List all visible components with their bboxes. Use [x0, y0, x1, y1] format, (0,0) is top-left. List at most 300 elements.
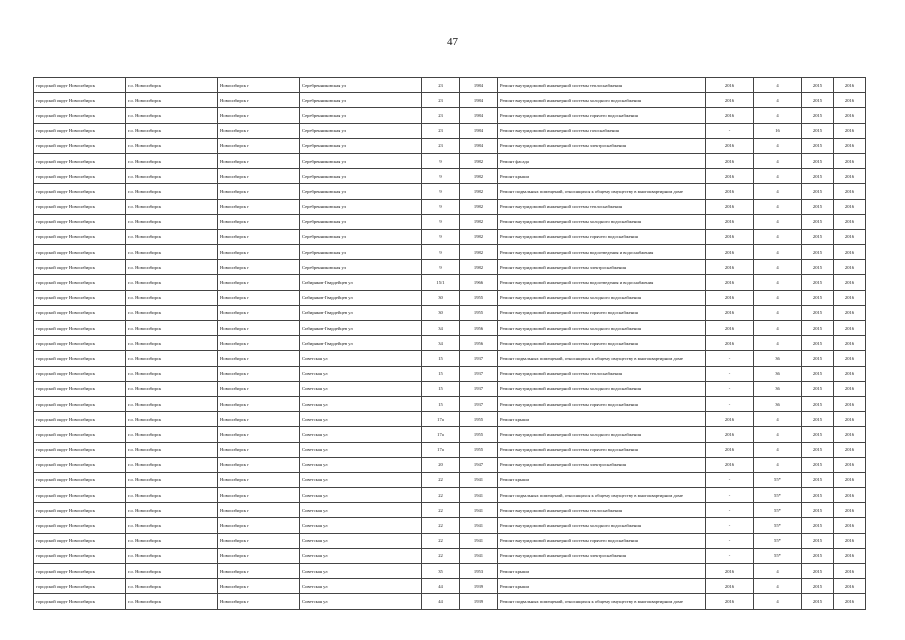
district-cell: г.о. Новосибирск: [126, 336, 218, 351]
planned-year-cell: 2016: [706, 93, 754, 108]
house-number-cell: 9: [422, 229, 460, 244]
work-type-cell: Ремонт внутридомовой инженерной системы теплоснабжения: [498, 503, 706, 518]
table-row: [34, 351, 866, 366]
street-cell: Серебренниковская ул: [300, 138, 422, 153]
city-cell: Новосибирск г: [218, 229, 300, 244]
build-year-cell: 1982: [460, 184, 498, 199]
district-cell: г.о. Новосибирск: [126, 488, 218, 503]
municipality-cell: городской округ Новосибирск: [34, 123, 126, 138]
city-cell: Новосибирск г: [218, 548, 300, 563]
table-row: [34, 381, 866, 396]
planned-year-cell: -: [706, 533, 754, 548]
city-cell: Новосибирск г: [218, 275, 300, 290]
street-cell: Советская ул: [300, 503, 422, 518]
period-end-cell: 2016: [834, 290, 866, 305]
table-row: [34, 78, 866, 93]
build-year-cell: 1953: [460, 564, 498, 579]
wear-cell: 4: [754, 275, 802, 290]
build-year-cell: 1982: [460, 153, 498, 168]
house-number-cell: 22: [422, 488, 460, 503]
build-year-cell: 1984: [460, 138, 498, 153]
work-type-cell: Ремонт внутридомовой инженерной системы водоотведения и водоснабжения: [498, 275, 706, 290]
street-cell: Советская ул: [300, 412, 422, 427]
wear-cell: 4: [754, 199, 802, 214]
build-year-cell: 1955: [460, 442, 498, 457]
house-number-cell: 22: [422, 518, 460, 533]
district-cell: г.о. Новосибирск: [126, 290, 218, 305]
period-end-cell: 2016: [834, 594, 866, 609]
wear-cell: 4: [754, 457, 802, 472]
period-start-cell: 2015: [802, 275, 834, 290]
street-cell: Серебренниковская ул: [300, 229, 422, 244]
street-cell: Советская ул: [300, 472, 422, 487]
period-start-cell: 2015: [802, 366, 834, 381]
planned-year-cell: 2016: [706, 245, 754, 260]
municipality-cell: городской округ Новосибирск: [34, 184, 126, 199]
table-row: [34, 488, 866, 503]
planned-year-cell: 2016: [706, 275, 754, 290]
work-type-cell: Ремонт подвальных помещений, относящихся к общему имуществу в многоквартирном доме: [498, 184, 706, 199]
house-number-cell: 15: [422, 351, 460, 366]
street-cell: Серебренниковская ул: [300, 214, 422, 229]
wear-cell: 55*: [754, 503, 802, 518]
table-row: [34, 321, 866, 336]
table-row: [34, 564, 866, 579]
planned-year-cell: 2016: [706, 169, 754, 184]
period-start-cell: 2015: [802, 108, 834, 123]
street-cell: Серебренниковская ул: [300, 123, 422, 138]
wear-cell: 4: [754, 108, 802, 123]
period-end-cell: 2016: [834, 472, 866, 487]
work-type-cell: Ремонт внутридомовой инженерной системы холодного водоснабжения: [498, 93, 706, 108]
street-cell: Советская ул: [300, 442, 422, 457]
build-year-cell: 1937: [460, 366, 498, 381]
district-cell: г.о. Новосибирск: [126, 533, 218, 548]
period-end-cell: 2016: [834, 488, 866, 503]
city-cell: Новосибирск г: [218, 321, 300, 336]
street-cell: Серебренниковская ул: [300, 153, 422, 168]
planned-year-cell: 2016: [706, 336, 754, 351]
municipality-cell: городской округ Новосибирск: [34, 381, 126, 396]
planned-year-cell: 2016: [706, 427, 754, 442]
wear-cell: 36: [754, 366, 802, 381]
district-cell: г.о. Новосибирск: [126, 564, 218, 579]
wear-cell: 4: [754, 594, 802, 609]
wear-cell: 4: [754, 245, 802, 260]
build-year-cell: 1955: [460, 412, 498, 427]
street-cell: Сибиряков-Гвардейцев ул: [300, 305, 422, 320]
wear-cell: 4: [754, 78, 802, 93]
period-start-cell: 2015: [802, 336, 834, 351]
house-number-cell: 17а: [422, 427, 460, 442]
house-number-cell: 23: [422, 138, 460, 153]
period-end-cell: 2016: [834, 564, 866, 579]
period-start-cell: 2015: [802, 579, 834, 594]
house-number-cell: 23: [422, 123, 460, 138]
house-number-cell: 44: [422, 594, 460, 609]
wear-cell: 4: [754, 153, 802, 168]
build-year-cell: 1937: [460, 351, 498, 366]
wear-cell: 4: [754, 184, 802, 199]
district-cell: г.о. Новосибирск: [126, 366, 218, 381]
planned-year-cell: 2016: [706, 153, 754, 168]
district-cell: г.о. Новосибирск: [126, 396, 218, 411]
build-year-cell: 1982: [460, 229, 498, 244]
municipality-cell: городской округ Новосибирск: [34, 108, 126, 123]
build-year-cell: 1984: [460, 93, 498, 108]
build-year-cell: 1982: [460, 245, 498, 260]
period-end-cell: 2016: [834, 396, 866, 411]
work-type-cell: Ремонт подвальных помещений, относящихся к общему имуществу в многоквартирном доме: [498, 488, 706, 503]
build-year-cell: 1941: [460, 548, 498, 563]
district-cell: г.о. Новосибирск: [126, 518, 218, 533]
table-row: [34, 594, 866, 609]
table-row: [34, 245, 866, 260]
wear-cell: 55*: [754, 548, 802, 563]
house-number-cell: 30: [422, 290, 460, 305]
table-row: [34, 260, 866, 275]
build-year-cell: 1937: [460, 396, 498, 411]
house-number-cell: 22: [422, 533, 460, 548]
table-row: [34, 184, 866, 199]
house-number-cell: 9: [422, 245, 460, 260]
wear-cell: 4: [754, 138, 802, 153]
district-cell: г.о. Новосибирск: [126, 153, 218, 168]
period-start-cell: 2015: [802, 427, 834, 442]
wear-cell: 4: [754, 321, 802, 336]
city-cell: Новосибирск г: [218, 260, 300, 275]
period-end-cell: 2016: [834, 153, 866, 168]
build-year-cell: 1939: [460, 594, 498, 609]
work-type-cell: Ремонт крыши: [498, 169, 706, 184]
period-end-cell: 2016: [834, 366, 866, 381]
build-year-cell: 1955: [460, 305, 498, 320]
table-row: [34, 412, 866, 427]
period-start-cell: 2015: [802, 245, 834, 260]
period-end-cell: 2016: [834, 214, 866, 229]
municipality-cell: городской округ Новосибирск: [34, 275, 126, 290]
house-number-cell: 9: [422, 169, 460, 184]
work-type-cell: Ремонт крыши: [498, 472, 706, 487]
capital-repair-table: [33, 77, 866, 610]
municipality-cell: городской округ Новосибирск: [34, 78, 126, 93]
district-cell: г.о. Новосибирск: [126, 381, 218, 396]
house-number-cell: 17а: [422, 442, 460, 457]
planned-year-cell: 2016: [706, 199, 754, 214]
district-cell: г.о. Новосибирск: [126, 169, 218, 184]
period-start-cell: 2015: [802, 93, 834, 108]
municipality-cell: городской округ Новосибирск: [34, 472, 126, 487]
work-type-cell: Ремонт внутридомовой инженерной системы холодного водоснабжения: [498, 427, 706, 442]
wear-cell: 16: [754, 123, 802, 138]
house-number-cell: 17а: [422, 412, 460, 427]
municipality-cell: городской округ Новосибирск: [34, 214, 126, 229]
period-start-cell: 2015: [802, 548, 834, 563]
period-end-cell: 2016: [834, 305, 866, 320]
city-cell: Новосибирск г: [218, 108, 300, 123]
wear-cell: 36: [754, 381, 802, 396]
planned-year-cell: -: [706, 123, 754, 138]
city-cell: Новосибирск г: [218, 442, 300, 457]
district-cell: г.о. Новосибирск: [126, 78, 218, 93]
house-number-cell: 15: [422, 396, 460, 411]
wear-cell: 4: [754, 229, 802, 244]
municipality-cell: городской округ Новосибирск: [34, 548, 126, 563]
city-cell: Новосибирск г: [218, 594, 300, 609]
table-row: [34, 336, 866, 351]
city-cell: Новосибирск г: [218, 169, 300, 184]
period-end-cell: 2016: [834, 108, 866, 123]
table-row: [34, 214, 866, 229]
municipality-cell: городской округ Новосибирск: [34, 396, 126, 411]
street-cell: Серебренниковская ул: [300, 260, 422, 275]
municipality-cell: городской округ Новосибирск: [34, 488, 126, 503]
period-end-cell: 2016: [834, 336, 866, 351]
street-cell: Советская ул: [300, 427, 422, 442]
municipality-cell: городской округ Новосибирск: [34, 229, 126, 244]
wear-cell: 4: [754, 564, 802, 579]
table-row: [34, 579, 866, 594]
period-start-cell: 2015: [802, 229, 834, 244]
district-cell: г.о. Новосибирск: [126, 214, 218, 229]
table-row: [34, 366, 866, 381]
planned-year-cell: -: [706, 518, 754, 533]
table-row: [34, 503, 866, 518]
work-type-cell: Ремонт внутридомовой инженерной системы горячего водоснабжения: [498, 396, 706, 411]
build-year-cell: 1984: [460, 78, 498, 93]
district-cell: г.о. Новосибирск: [126, 305, 218, 320]
planned-year-cell: 2016: [706, 564, 754, 579]
street-cell: Серебренниковская ул: [300, 169, 422, 184]
planned-year-cell: 2016: [706, 214, 754, 229]
planned-year-cell: -: [706, 381, 754, 396]
period-end-cell: 2016: [834, 245, 866, 260]
house-number-cell: 9: [422, 153, 460, 168]
municipality-cell: городской округ Новосибирск: [34, 305, 126, 320]
period-end-cell: 2016: [834, 503, 866, 518]
period-end-cell: 2016: [834, 321, 866, 336]
table-body: [34, 78, 866, 610]
district-cell: г.о. Новосибирск: [126, 275, 218, 290]
period-start-cell: 2015: [802, 184, 834, 199]
street-cell: Серебренниковская ул: [300, 199, 422, 214]
build-year-cell: 1955: [460, 427, 498, 442]
table-row: [34, 472, 866, 487]
wear-cell: 55*: [754, 533, 802, 548]
work-type-cell: Ремонт внутридомовой инженерной системы холодного водоснабжения: [498, 290, 706, 305]
city-cell: Новосибирск г: [218, 138, 300, 153]
city-cell: Новосибирск г: [218, 245, 300, 260]
wear-cell: 4: [754, 93, 802, 108]
build-year-cell: 1941: [460, 503, 498, 518]
district-cell: г.о. Новосибирск: [126, 184, 218, 199]
period-start-cell: 2015: [802, 533, 834, 548]
planned-year-cell: -: [706, 488, 754, 503]
build-year-cell: 1941: [460, 472, 498, 487]
planned-year-cell: 2016: [706, 579, 754, 594]
city-cell: Новосибирск г: [218, 153, 300, 168]
build-year-cell: 1939: [460, 579, 498, 594]
work-type-cell: Ремонт внутридомовой инженерной системы горячего водоснабжения: [498, 533, 706, 548]
house-number-cell: 23: [422, 78, 460, 93]
district-cell: г.о. Новосибирск: [126, 579, 218, 594]
wear-cell: 4: [754, 214, 802, 229]
period-start-cell: 2015: [802, 412, 834, 427]
house-number-cell: 22: [422, 503, 460, 518]
build-year-cell: 1982: [460, 199, 498, 214]
wear-cell: 4: [754, 169, 802, 184]
wear-cell: 4: [754, 290, 802, 305]
period-end-cell: 2016: [834, 381, 866, 396]
city-cell: Новосибирск г: [218, 396, 300, 411]
district-cell: г.о. Новосибирск: [126, 412, 218, 427]
table-row: [34, 123, 866, 138]
municipality-cell: городской округ Новосибирск: [34, 336, 126, 351]
table-row: [34, 199, 866, 214]
municipality-cell: городской округ Новосибирск: [34, 260, 126, 275]
street-cell: Советская ул: [300, 564, 422, 579]
period-start-cell: 2015: [802, 123, 834, 138]
municipality-cell: городской округ Новосибирск: [34, 457, 126, 472]
city-cell: Новосибирск г: [218, 305, 300, 320]
city-cell: Новосибирск г: [218, 123, 300, 138]
period-end-cell: 2016: [834, 123, 866, 138]
district-cell: г.о. Новосибирск: [126, 427, 218, 442]
street-cell: Серебренниковская ул: [300, 245, 422, 260]
work-type-cell: Ремонт внутридомовой инженерной системы электроснабжения: [498, 457, 706, 472]
municipality-cell: городской округ Новосибирск: [34, 169, 126, 184]
street-cell: Сибиряков-Гвардейцев ул: [300, 336, 422, 351]
table-row: [34, 457, 866, 472]
work-type-cell: Ремонт внутридомовой инженерной системы горячего водоснабжения: [498, 108, 706, 123]
period-end-cell: 2016: [834, 93, 866, 108]
city-cell: Новосибирск г: [218, 366, 300, 381]
table-row: [34, 108, 866, 123]
house-number-cell: 22: [422, 548, 460, 563]
street-cell: Серебренниковская ул: [300, 184, 422, 199]
period-start-cell: 2015: [802, 153, 834, 168]
municipality-cell: городской округ Новосибирск: [34, 579, 126, 594]
house-number-cell: 9: [422, 199, 460, 214]
wear-cell: 36: [754, 396, 802, 411]
wear-cell: 4: [754, 427, 802, 442]
house-number-cell: 15: [422, 366, 460, 381]
table-row: [34, 533, 866, 548]
city-cell: Новосибирск г: [218, 290, 300, 305]
period-start-cell: 2015: [802, 214, 834, 229]
municipality-cell: городской округ Новосибирск: [34, 138, 126, 153]
period-end-cell: 2016: [834, 533, 866, 548]
city-cell: Новосибирск г: [218, 214, 300, 229]
city-cell: Новосибирск г: [218, 518, 300, 533]
municipality-cell: городской округ Новосибирск: [34, 199, 126, 214]
street-cell: Советская ул: [300, 594, 422, 609]
work-type-cell: Ремонт внутридомовой инженерной системы холодного водоснабжения: [498, 518, 706, 533]
municipality-cell: городской округ Новосибирск: [34, 290, 126, 305]
municipality-cell: городской округ Новосибирск: [34, 321, 126, 336]
house-number-cell: 15: [422, 381, 460, 396]
planned-year-cell: 2016: [706, 78, 754, 93]
work-type-cell: Ремонт подвальных помещений, относящихся к общему имуществу в многоквартирном доме: [498, 351, 706, 366]
house-number-cell: 23: [422, 93, 460, 108]
table-row: [34, 275, 866, 290]
district-cell: г.о. Новосибирск: [126, 93, 218, 108]
wear-cell: 4: [754, 260, 802, 275]
period-start-cell: 2015: [802, 488, 834, 503]
table-row: [34, 93, 866, 108]
street-cell: Советская ул: [300, 548, 422, 563]
wear-cell: 55*: [754, 472, 802, 487]
period-end-cell: 2016: [834, 442, 866, 457]
period-start-cell: 2015: [802, 351, 834, 366]
build-year-cell: 1966: [460, 275, 498, 290]
house-number-cell: 23: [422, 108, 460, 123]
work-type-cell: Ремонт внутридомовой инженерной системы электроснабжения: [498, 138, 706, 153]
municipality-cell: городской округ Новосибирск: [34, 245, 126, 260]
wear-cell: 36: [754, 351, 802, 366]
work-type-cell: Ремонт фасада: [498, 153, 706, 168]
work-type-cell: Ремонт крыши: [498, 579, 706, 594]
table-row: [34, 396, 866, 411]
city-cell: Новосибирск г: [218, 472, 300, 487]
municipality-cell: городской округ Новосибирск: [34, 412, 126, 427]
table-row: [34, 518, 866, 533]
municipality-cell: городской округ Новосибирск: [34, 153, 126, 168]
period-start-cell: 2015: [802, 138, 834, 153]
street-cell: Советская ул: [300, 488, 422, 503]
build-year-cell: 1956: [460, 321, 498, 336]
period-start-cell: 2015: [802, 472, 834, 487]
municipality-cell: городской округ Новосибирск: [34, 564, 126, 579]
municipality-cell: городской округ Новосибирск: [34, 594, 126, 609]
period-start-cell: 2015: [802, 199, 834, 214]
planned-year-cell: 2016: [706, 260, 754, 275]
work-type-cell: Ремонт внутридомовой инженерной системы газоснабжения: [498, 123, 706, 138]
city-cell: Новосибирск г: [218, 93, 300, 108]
build-year-cell: 1947: [460, 457, 498, 472]
period-start-cell: 2015: [802, 78, 834, 93]
street-cell: Советская ул: [300, 579, 422, 594]
street-cell: Советская ул: [300, 366, 422, 381]
table-row: [34, 427, 866, 442]
period-start-cell: 2015: [802, 396, 834, 411]
street-cell: Серебренниковская ул: [300, 93, 422, 108]
street-cell: Сибиряков-Гвардейцев ул: [300, 321, 422, 336]
build-year-cell: 1941: [460, 533, 498, 548]
city-cell: Новосибирск г: [218, 412, 300, 427]
city-cell: Новосибирск г: [218, 199, 300, 214]
street-cell: Советская ул: [300, 381, 422, 396]
wear-cell: 55*: [754, 488, 802, 503]
period-end-cell: 2016: [834, 199, 866, 214]
period-start-cell: 2015: [802, 564, 834, 579]
house-number-cell: 15/1: [422, 275, 460, 290]
municipality-cell: городской округ Новосибирск: [34, 533, 126, 548]
period-start-cell: 2015: [802, 260, 834, 275]
table-row: [34, 153, 866, 168]
work-type-cell: Ремонт внутридомовой инженерной системы электроснабжения: [498, 260, 706, 275]
work-type-cell: Ремонт крыши: [498, 412, 706, 427]
municipality-cell: городской округ Новосибирск: [34, 442, 126, 457]
page-number: 47: [447, 36, 458, 48]
planned-year-cell: 2016: [706, 184, 754, 199]
wear-cell: 55*: [754, 518, 802, 533]
district-cell: г.о. Новосибирск: [126, 351, 218, 366]
planned-year-cell: 2016: [706, 305, 754, 320]
house-number-cell: 44: [422, 579, 460, 594]
work-type-cell: Ремонт внутридомовой инженерной системы холодного водоснабжения: [498, 321, 706, 336]
district-cell: г.о. Новосибирск: [126, 108, 218, 123]
